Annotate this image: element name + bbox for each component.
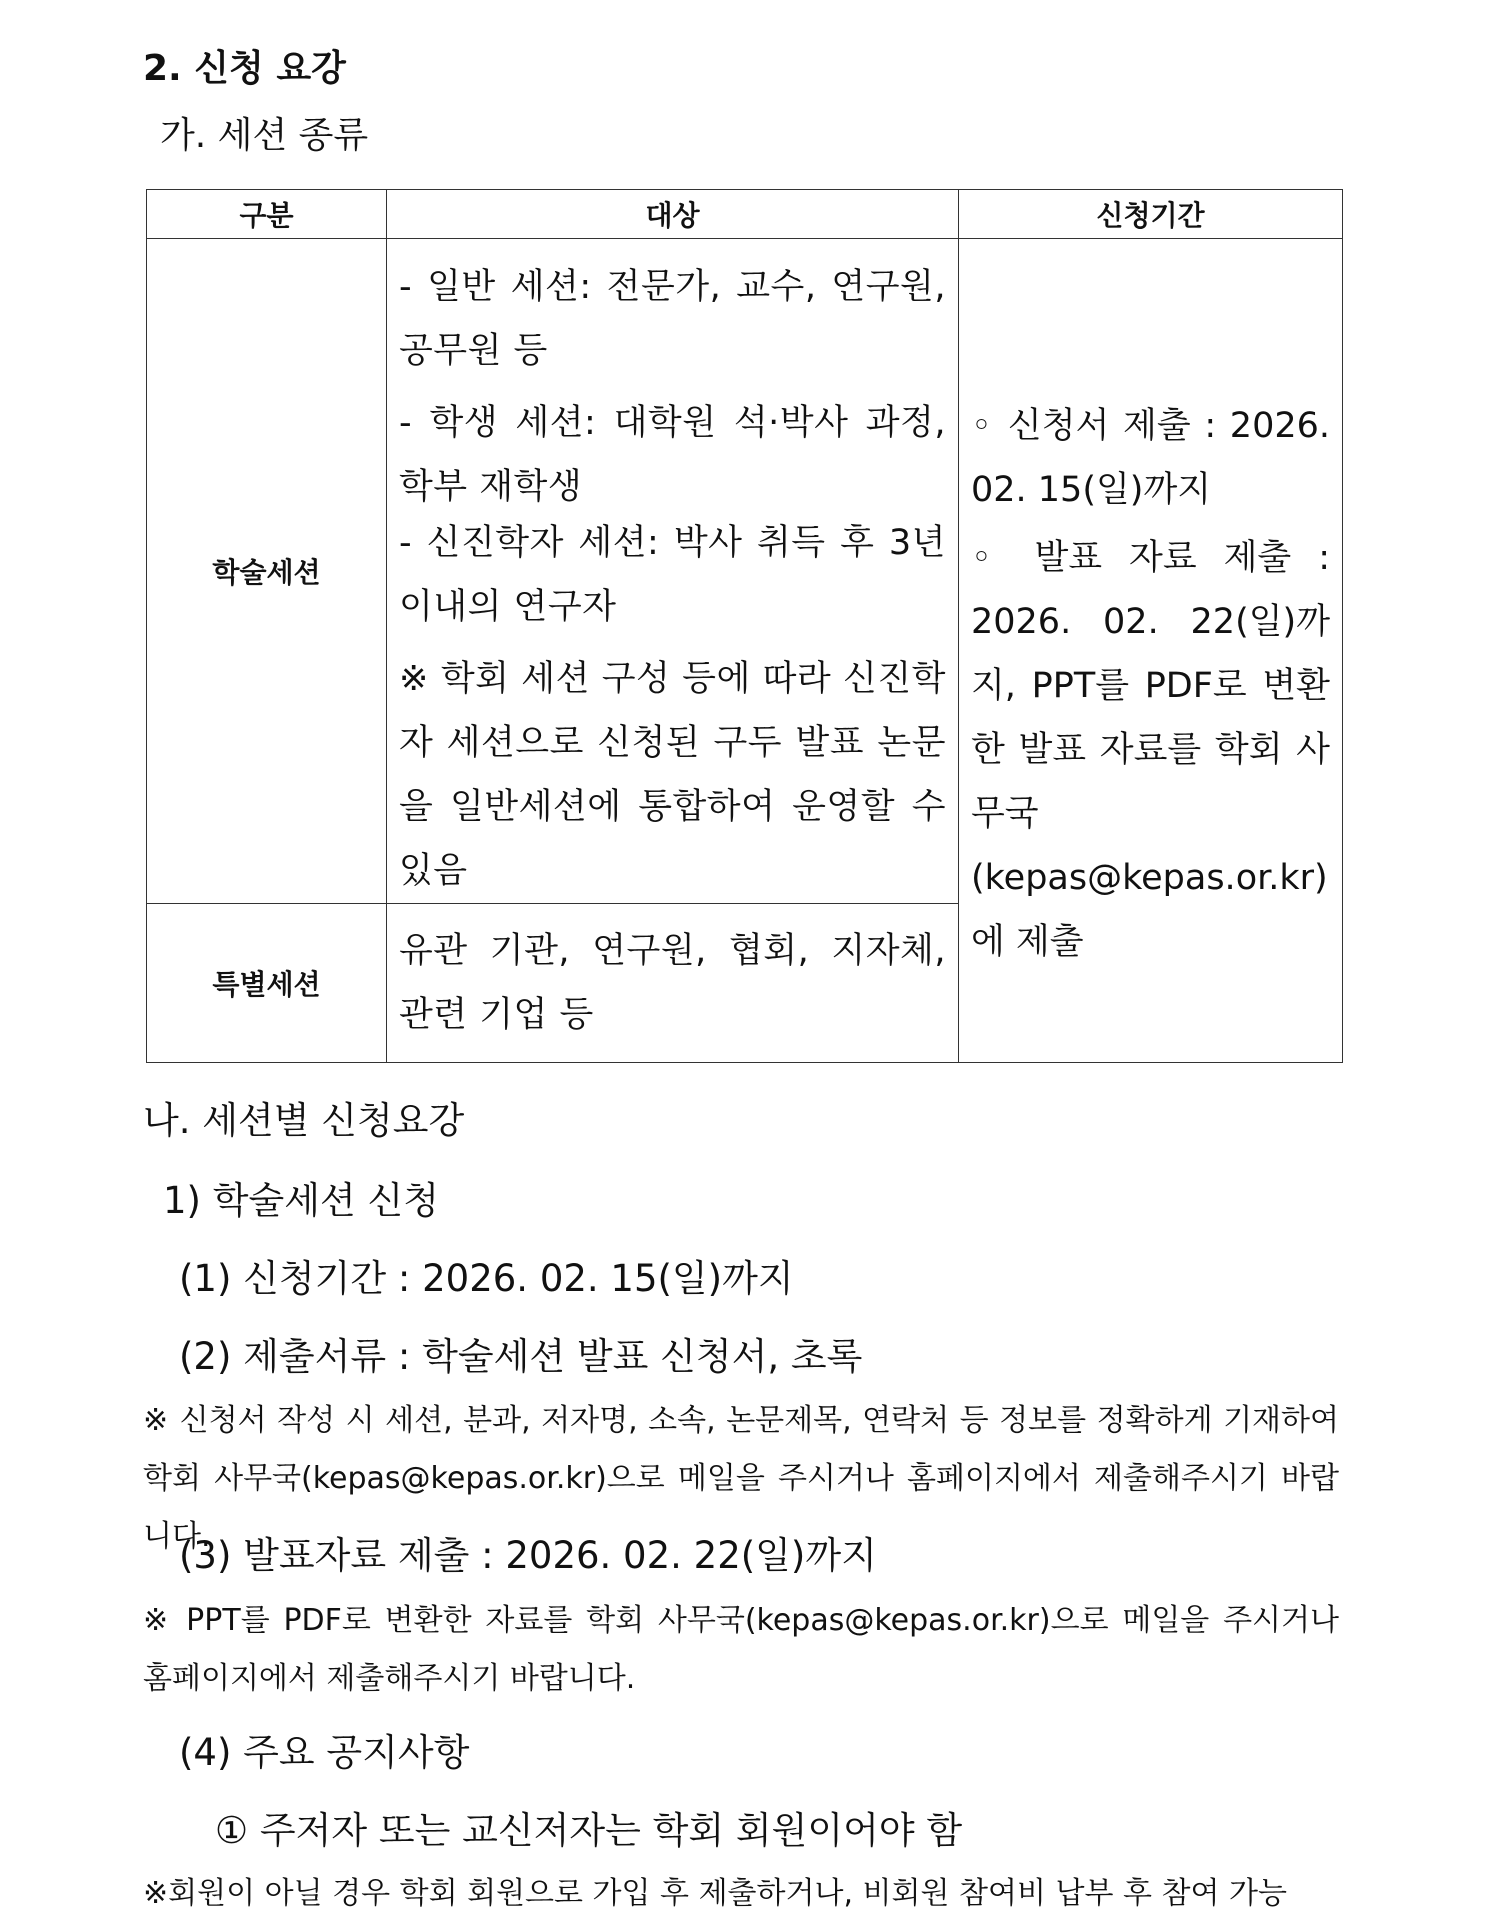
target-special: [387, 904, 959, 1063]
session-types-table: [146, 189, 1343, 1063]
target-general-session: - 일반 세션: 전문가, 교수, 연구원, 공무원 등: [399, 267, 946, 371]
subheading-session-types: 가. 세션 종류: [160, 115, 369, 156]
category-special: 특별세션: [147, 904, 387, 1063]
table-header-row: [147, 190, 1343, 239]
key-notices-title: (4) 주요 공지사항: [179, 1731, 470, 1774]
documents-note: ※ 신청서 작성 시 세션, 분과, 저자명, 소속, 논문제목, 연락처 등 정보를 정확하게 기재하여 학회 사무국(kepas@kepas.or.kr)으로 메일을 주시거나 홈페이지에서 제출해주시기 바랍니다.: [143, 1403, 1339, 1554]
application-period: [959, 239, 1343, 1063]
application-deadline: (1) 신청기간 : 2026. 02. 15(일)까지: [179, 1257, 794, 1300]
presentation-note: ※ PPT를 PDF로 변환한 자료를 학회 사무국(kepas@kepas.or.kr)으로 메일을 주시거나 홈페이지에서 제출해주시기 바랍니다.: [143, 1603, 1339, 1696]
target-merge-note: ※ 학회 세션 구성 등에 따라 신진학자 세션으로 신청된 구두 발표 논문을 일반세션에 통합하여 운영할 수 있음: [399, 659, 946, 891]
presentation-deadline: (3) 발표자료 제출 : 2026. 02. 22(일)까지: [179, 1534, 877, 1577]
membership-note: ※회원이 아닐 경우 학회 회원으로 가입 후 제출하거나, 비회원 참여비 납부 후 참여 가능: [143, 1876, 1287, 1911]
notice-membership: ① 주저자 또는 교신저자는 학회 회원이어야 함: [215, 1809, 963, 1852]
target-early-career-session: - 신진학자 세션: 박사 취득 후 3년 이내의 연구자: [399, 523, 946, 627]
period-presentation: ◦ 발표 자료 제출 : 2026. 02. 22(일)까지, PPT를 PDF로 변환한 발표 자료를 학회 사무국(kepas@kepas.or.kr)에 제출: [971, 538, 1330, 962]
category-academic: 학술세션: [147, 239, 387, 904]
header-category: 구분: [147, 190, 387, 239]
target-special-text: 유관 기관, 연구원, 협회, 지자체, 관련 기업 등: [399, 931, 946, 1035]
table-row: [147, 239, 1343, 904]
academic-session-title: 1) 학술세션 신청: [163, 1179, 439, 1222]
required-documents: (2) 제출서류 : 학술세션 발표 신청서, 초록: [179, 1335, 863, 1378]
section-heading: 2. 신청 요강: [143, 48, 346, 89]
header-period: 신청기간: [959, 190, 1343, 239]
period-application: ◦ 신청서 제출 : 2026. 02. 15(일)까지: [971, 406, 1330, 510]
header-target: 대상: [387, 190, 959, 239]
subheading-per-session: 나. 세션별 신청요강: [143, 1099, 465, 1142]
target-student-session: - 학생 세션: 대학원 석·박사 과정, 학부 재학생: [399, 403, 946, 507]
target-academic: [387, 239, 959, 904]
